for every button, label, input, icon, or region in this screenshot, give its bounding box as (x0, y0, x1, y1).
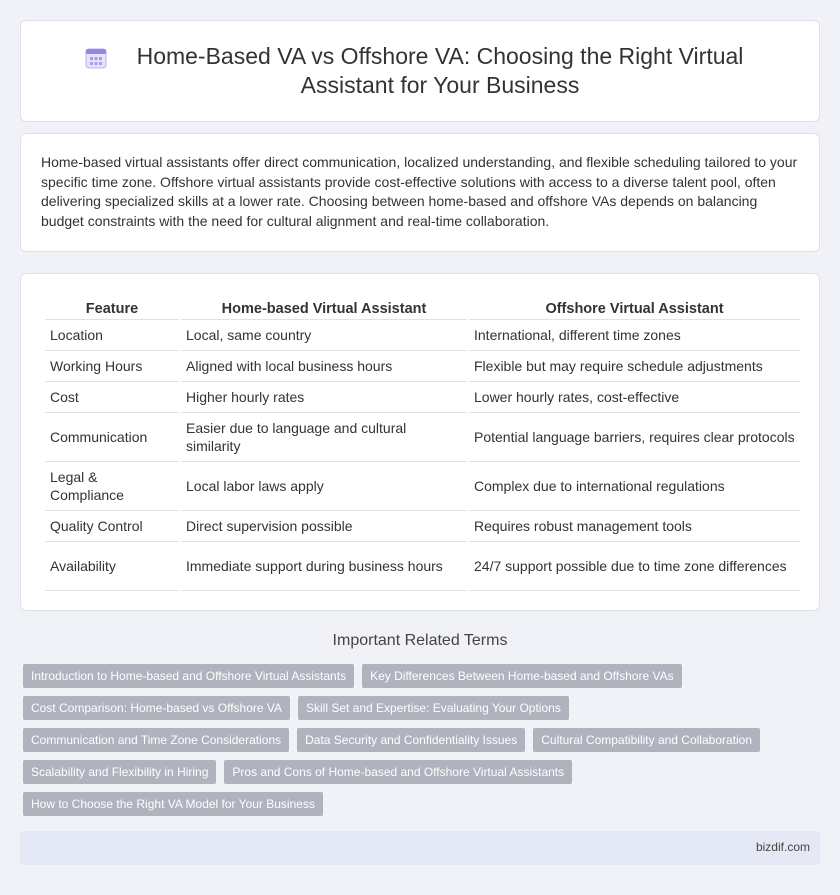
header-feature: Feature (45, 294, 179, 320)
offshore-cell: Complex due to international regulations (469, 462, 800, 511)
table-row (45, 351, 800, 382)
feature-cell: Working Hours (45, 351, 179, 382)
feature-cell: Cost (45, 382, 179, 413)
offshore-cell: Flexible but may require schedule adjustments (469, 351, 800, 382)
related-term-tag[interactable]: Scalability and Flexibility in Hiring (23, 760, 216, 784)
home-cell: Aligned with local business hours (181, 351, 467, 382)
table-header-row (45, 294, 800, 320)
offshore-cell: 24/7 support possible due to time zone differences (469, 542, 800, 591)
related-term-tag[interactable]: Cultural Compatibility and Collaboration (533, 728, 760, 752)
page-title: Home-Based VA vs Offshore VA: Choosing the Right Virtual Assistant for Your Business (136, 43, 744, 98)
table-row (45, 382, 800, 413)
feature-cell: Communication (45, 413, 179, 462)
offshore-cell: Potential language barriers, requires clear protocols (469, 413, 800, 462)
home-cell: Easier due to language and cultural similarity (181, 413, 467, 462)
related-term-tag[interactable]: Data Security and Confidentiality Issues (297, 728, 525, 752)
feature-cell: Legal & Compliance (45, 462, 179, 511)
home-cell: Direct supervision possible (181, 511, 467, 542)
footer (20, 831, 820, 865)
title-card (20, 20, 820, 122)
feature-cell: Availability (45, 542, 179, 591)
related-term-tag[interactable]: Skill Set and Expertise: Evaluating Your Options (298, 696, 569, 720)
table-row (45, 542, 800, 591)
offshore-cell: Requires robust management tools (469, 511, 800, 542)
related-terms-title: Important Related Terms (332, 632, 508, 649)
offshore-cell: International, different time zones (469, 320, 800, 351)
table-row (45, 462, 800, 511)
related-term-tag[interactable]: Introduction to Home-based and Offshore Virtual Assistants (23, 664, 354, 688)
home-cell: Local labor laws apply (181, 462, 467, 511)
table-row (45, 413, 800, 462)
related-term-tag[interactable]: Pros and Cons of Home-based and Offshore Virtual Assistants (224, 760, 572, 784)
table-row (45, 320, 800, 351)
offshore-cell: Lower hourly rates, cost-effective (469, 382, 800, 413)
home-cell: Higher hourly rates (181, 382, 467, 413)
comparison-table (43, 294, 802, 591)
home-cell: Local, same country (181, 320, 467, 351)
home-cell: Immediate support during business hours (181, 542, 467, 591)
related-terms-list (23, 664, 783, 816)
table-row (45, 511, 800, 542)
comparison-card (20, 273, 820, 611)
intro-paragraph: Home-based virtual assistants offer direct communication, localized understanding, and flexible scheduling tailored to your specific time zone. Offshore virtual assistants provide cost-effective solutions with access to a diverse talent pool, often delivering specialized skills at a lower rate. Choosing between home-based and offshore VAs depends on balancing budget constraints with the need for cultural alignment and real-time collaboration. (41, 154, 798, 229)
header-offshore: Offshore Virtual Assistant (469, 294, 800, 320)
related-term-tag[interactable]: Key Differences Between Home-based and Offshore VAs (362, 664, 682, 688)
feature-cell: Quality Control (45, 511, 179, 542)
feature-cell: Location (45, 320, 179, 351)
related-term-tag[interactable]: Cost Comparison: Home-based vs Offshore VA (23, 696, 290, 720)
related-term-tag[interactable]: Communication and Time Zone Considerations (23, 728, 289, 752)
related-term-tag[interactable]: How to Choose the Right VA Model for Your Business (23, 792, 323, 816)
header-home-based: Home-based Virtual Assistant (181, 294, 467, 320)
site-name[interactable]: bizdif.com (755, 840, 810, 854)
intro-card (20, 133, 820, 252)
